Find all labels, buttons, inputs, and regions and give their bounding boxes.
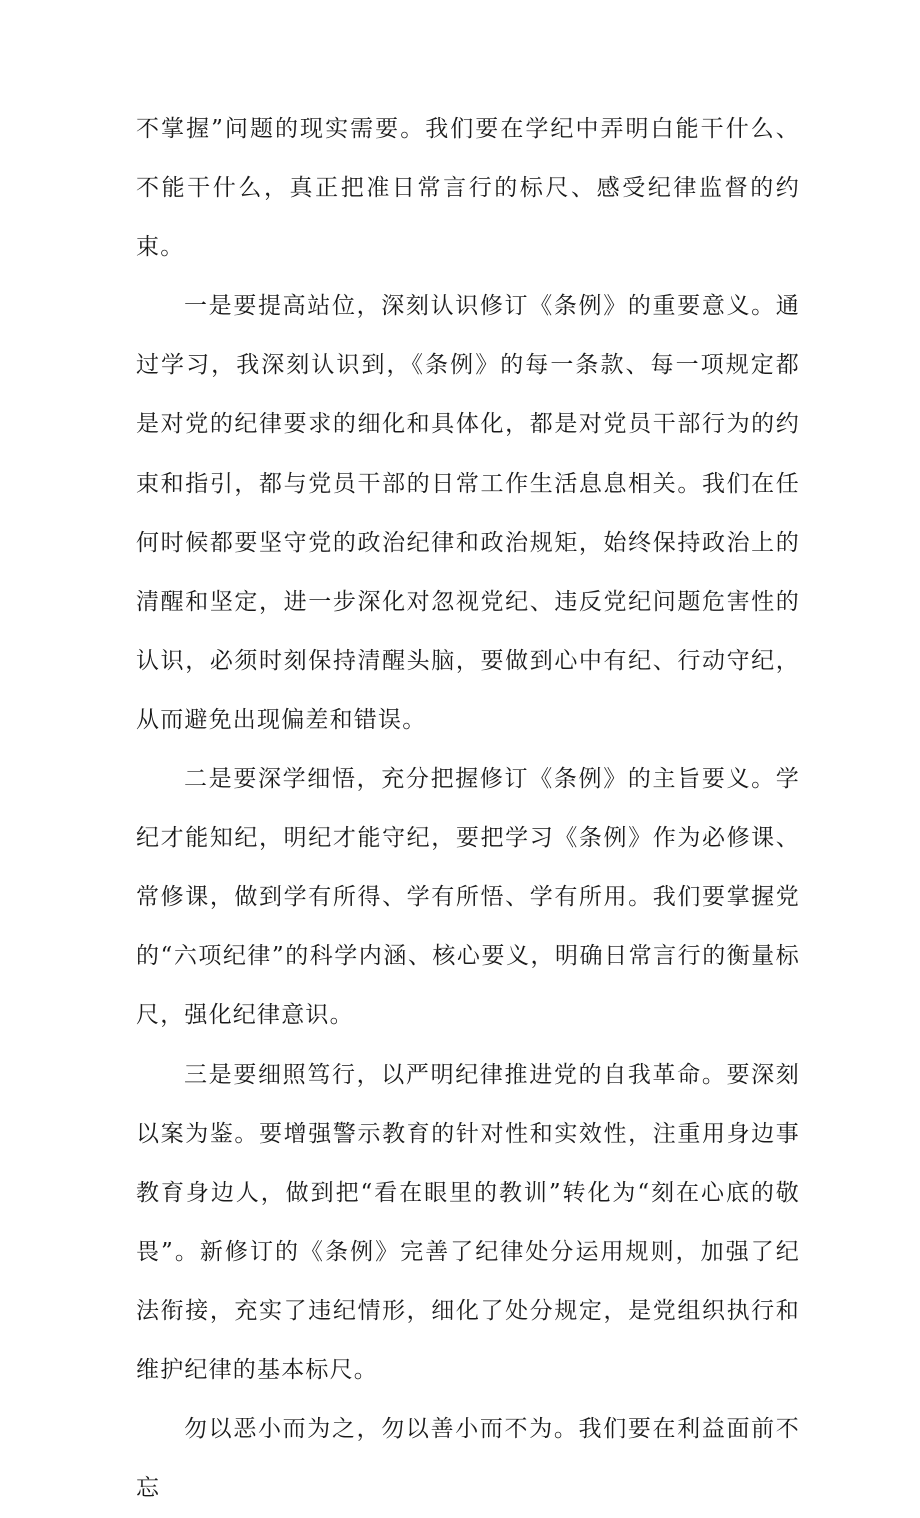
paragraph-point-three: 三是要细照笃行，以严明纪律推进党的自我革命。要深刻以案为鉴。要增强警示教育的针对性和实效性，注重用身边事教育身边人，做到把“看在眼里的教训”转化为“刻在心底的敬畏”。新修订的《条例》完善了纪律处分运用规则，加强了纪法衔接，充实了违纪情形，细化了处分规定，是党组织执行和维护纪律的基本标尺。	[136, 1061, 800, 1383]
paragraph-continuation: 不掌握”问题的现实需要。我们要在学纪中弄明白能干什么、不能干什么，真正把准日常言行的标尺、感受纪律监督的约束。	[136, 116, 800, 261]
paragraph-point-one: 一是要提高站位，深刻认识修订《条例》的重要意义。通过学习，我深刻认识到，《条例》的每一条款、每一项规定都是对党的纪律要求的细化和具体化，都是对党员干部行为的约束和指引，都与党员干部的日常工作生活息息相关。我们在任何时候都要坚守党的政治纪律和政治规矩，始终保持政治上的清醒和坚定，进一步深化对忽视党纪、违反党纪问题危害性的认识，必须时刻保持清醒头脑，要做到心中有纪、行动守纪，从而避免出现偏差和错误。	[136, 293, 800, 733]
paragraph-closing: 勿以恶小而为之，勿以善小而不为。我们要在利益面前不忘	[136, 1416, 800, 1502]
paragraph-point-two: 二是要深学细悟，充分把握修订《条例》的主旨要义。学纪才能知纪，明纪才能守纪，要把学习《条例》作为必修课、常修课，做到学有所得、学有所悟、学有所用。我们要掌握党的“六项纪律”的科学内涵、核心要义，明确日常言行的衡量标尺，强化纪律意识。	[136, 766, 800, 1029]
document-body	[136, 100, 800, 1518]
